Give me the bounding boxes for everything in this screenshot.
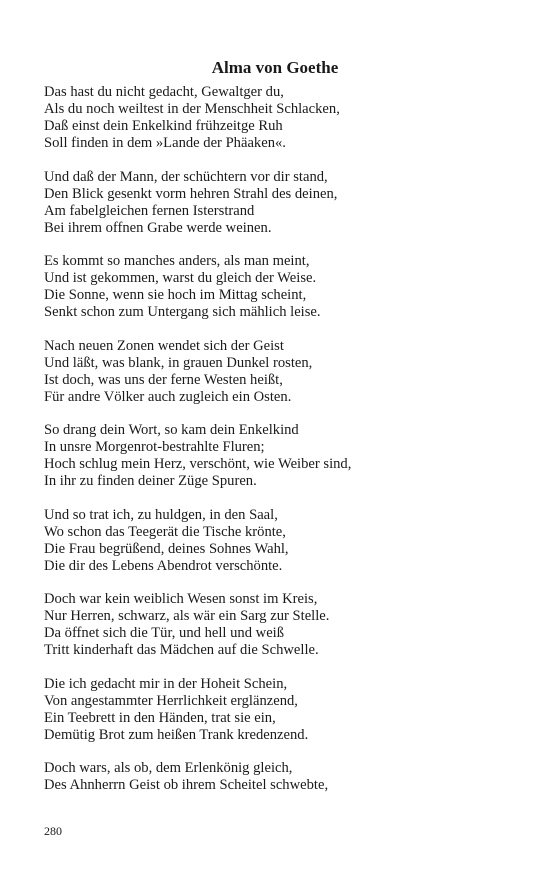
poem-line: Tritt kinderhaft das Mädchen auf die Schwelle. (44, 642, 319, 658)
poem-line: Es kommt so manches anders, als man meint, (44, 253, 310, 269)
poem-line: Und daß der Mann, der schüchtern vor dir stand, (44, 168, 328, 185)
poem-line: Den Blick gesenkt vorm hehren Strahl des deinen, (44, 185, 338, 202)
poem-line: So drang dein Wort, so kam dein Enkelkind (44, 422, 299, 438)
poem-line: Und läßt, was blank, in grauen Dunkel rosten, (44, 354, 313, 371)
poem-body (44, 84, 524, 811)
poem-line: Die Frau begrüßend, deines Sohnes Wahl, (44, 540, 289, 557)
poem-line: Nur Herren, schwarz, als wär ein Sarg zur Stelle. (44, 608, 330, 624)
stanza (44, 507, 524, 575)
poem-line: Soll finden in dem »Lande der Phäaken«. (44, 135, 286, 151)
stanza (44, 422, 524, 490)
poem-line: Wo schon das Teegerät die Tische krönte, (44, 523, 286, 540)
stanza (44, 760, 524, 794)
poem-line: Für andre Völker auch zugleich ein Osten. (44, 388, 292, 405)
poem-line: Und ist gekommen, warst du gleich der Weise. (44, 270, 317, 286)
page-number: 280 (44, 824, 62, 838)
poem-line: Die Sonne, wenn sie hoch im Mittag scheint, (44, 287, 307, 303)
stanza (44, 338, 524, 406)
poem-line: Ist doch, was uns der ferne Westen heißt, (44, 371, 283, 388)
poem-line: Doch wars, als ob, dem Erlenkönig gleich, (44, 760, 293, 776)
poem-line: Von angestammter Herrlichkeit erglänzend, (44, 692, 298, 709)
poem-line: Senkt schon zum Untergang sich mählich leise. (44, 304, 321, 320)
poem-line: Bei ihrem offnen Grabe werde weinen. (44, 219, 272, 236)
poem-line: Und so trat ich, zu huldgen, in den Saal, (44, 506, 278, 523)
poem-line: In unsre Morgenrot-bestrahlte Fluren; (44, 439, 265, 455)
poem-line: Demütig Brot zum heißen Trank kredenzend. (44, 726, 309, 743)
stanza (44, 169, 524, 237)
poem-line: Ein Teebrett in den Händen, trat sie ein, (44, 709, 276, 726)
poem-line: Das hast du nicht gedacht, Gewaltger du, (44, 84, 284, 100)
poem-line: Nach neuen Zonen wendet sich der Geist (44, 337, 284, 354)
poem-line: In ihr zu finden deiner Züge Spuren. (44, 473, 257, 489)
poem-line: Daß einst dein Enkelkind frühzeitge Ruh (44, 118, 283, 134)
stanza (44, 253, 524, 321)
poem-line: Des Ahnherrn Geist ob ihrem Scheitel schwebte, (44, 777, 329, 793)
poem-line: Als du noch weiltest in der Menschheit Schlacken, (44, 101, 340, 117)
poem-line: Doch war kein weiblich Wesen sonst im Kreis, (44, 591, 318, 607)
poem-line: Die ich gedacht mir in der Hoheit Schein, (44, 675, 288, 692)
poem-line: Da öffnet sich die Tür, und hell und weiß (44, 625, 285, 641)
poem-title: Alma von Goethe (211, 58, 339, 77)
stanza (44, 676, 524, 744)
stanza (44, 591, 524, 659)
stanza (44, 84, 524, 152)
poem-line: Hoch schlug mein Herz, verschönt, wie Weiber sind, (44, 456, 352, 472)
poem-line: Die dir des Lebens Abendrot verschönte. (44, 557, 283, 574)
poem-line: Am fabelgleichen fernen Isterstrand (44, 202, 255, 219)
